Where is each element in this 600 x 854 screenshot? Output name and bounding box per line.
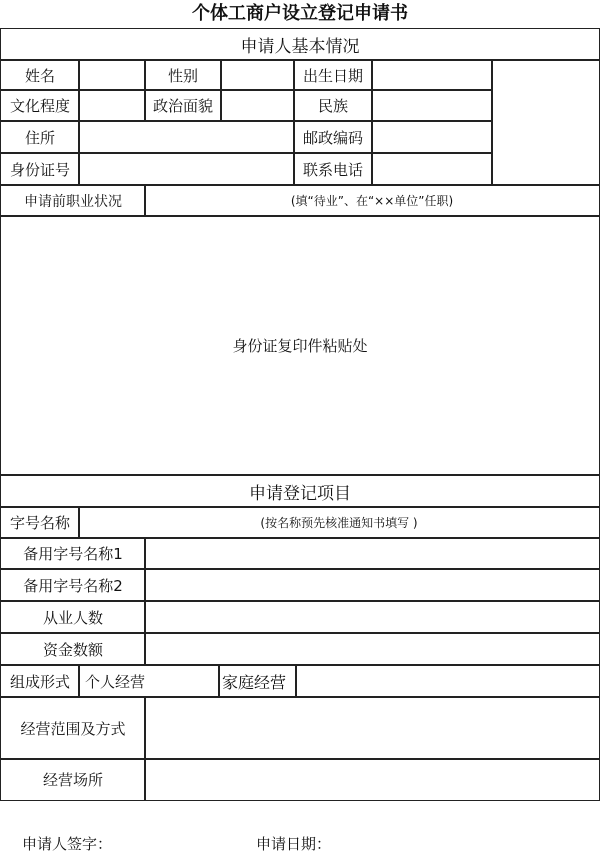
- alt-name-1-label: 备用字号名称1: [0, 537, 146, 570]
- phone-field[interactable]: [371, 152, 493, 186]
- trade-name-label: 字号名称: [0, 506, 80, 539]
- alt-name-2-label: 备用字号名称2: [0, 568, 146, 602]
- section-basic-info-header: 申请人基本情况: [0, 28, 600, 61]
- photo-box: [491, 59, 600, 186]
- name-label: 姓名: [0, 59, 80, 91]
- id-number-field[interactable]: [78, 152, 295, 186]
- alt-name-2-field[interactable]: [144, 568, 600, 602]
- premises-label: 经营场所: [0, 758, 146, 801]
- alt-name-1-field[interactable]: [144, 537, 600, 570]
- id-number-label: 身份证号: [0, 152, 80, 186]
- residence-label: 住所: [0, 120, 80, 154]
- individual-option[interactable]: 个人经营: [78, 664, 220, 698]
- section-register-header: 申请登记项目: [0, 474, 600, 508]
- document-title: 个体工商户设立登记申请书: [192, 3, 408, 24]
- political-status-field[interactable]: [220, 89, 295, 122]
- postal-code-field[interactable]: [371, 120, 493, 154]
- employees-field[interactable]: [144, 600, 600, 634]
- scope-label: 经营范围及方式: [0, 696, 146, 760]
- postal-code-label: 邮政编码: [293, 120, 373, 154]
- gender-label: 性别: [144, 59, 222, 91]
- education-field[interactable]: [78, 89, 146, 122]
- prior-job-field[interactable]: (填“待业”、在“××单位”任职): [144, 184, 600, 217]
- signature-label: 申请人签字：: [22, 835, 113, 853]
- premises-field[interactable]: [144, 758, 600, 801]
- capital-label: 资金数额: [0, 632, 146, 666]
- org-form-blank[interactable]: [295, 664, 600, 698]
- name-field[interactable]: [78, 59, 146, 91]
- id-copy-paste-area: 身份证复印件粘贴处: [0, 215, 600, 476]
- scope-field[interactable]: [144, 696, 600, 760]
- trade-name-field[interactable]: (按名称预先核准通知书填写 ): [78, 506, 600, 539]
- ethnicity-label: 民族: [293, 89, 373, 122]
- phone-label: 联系电话: [293, 152, 373, 186]
- org-form-label: 组成形式: [0, 664, 80, 698]
- family-option[interactable]: 家庭经营: [218, 664, 297, 698]
- prior-job-label: 申请前职业状况: [0, 184, 146, 217]
- ethnicity-field[interactable]: [371, 89, 493, 122]
- political-status-label: 政治面貌: [144, 89, 222, 122]
- birthdate-field[interactable]: [371, 59, 493, 91]
- employees-label: 从业人数: [0, 600, 146, 634]
- residence-field[interactable]: [78, 120, 295, 154]
- capital-field[interactable]: [144, 632, 600, 666]
- birthdate-label: 出生日期: [293, 59, 373, 91]
- gender-field[interactable]: [220, 59, 295, 91]
- education-label: 文化程度: [0, 89, 80, 122]
- application-form: [0, 28, 600, 801]
- date-label: 申请日期：: [256, 835, 332, 853]
